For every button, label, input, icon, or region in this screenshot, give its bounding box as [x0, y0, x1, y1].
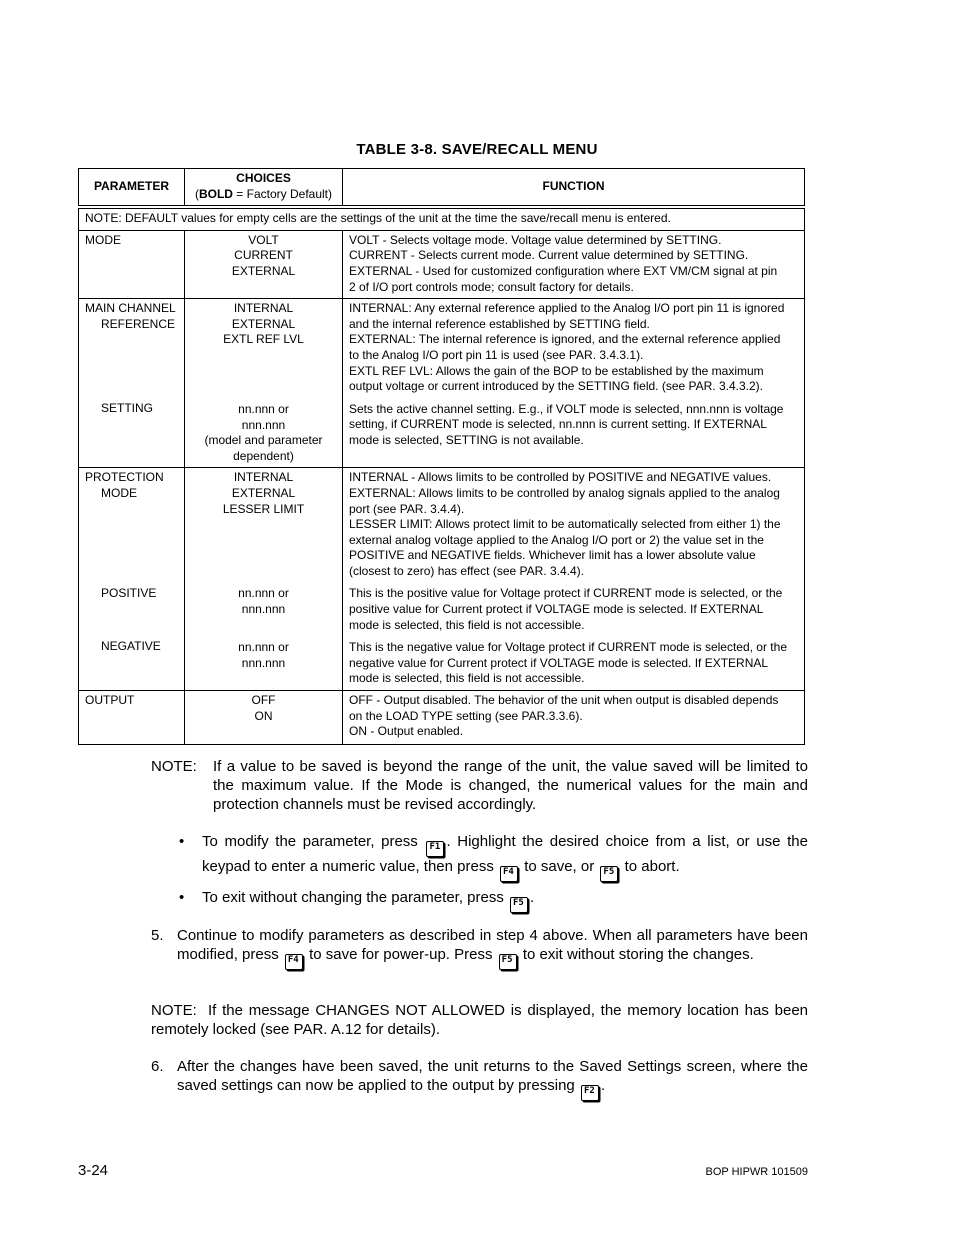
table-row-output	[79, 691, 805, 745]
note1-label: NOTE:	[151, 758, 197, 775]
bullet1-text: To modify the parameter, press F1 . Highlight the desired choice from a list, or use the keypad to enter a numeric value, then press F4 to save, or F5 to abort.	[202, 832, 808, 882]
step5-text: Continue to modify parameters as described in step 4 above. When all parameters have been modified, press F4 to save for power-up. Press F5 to exit without storing the changes.	[177, 926, 808, 970]
step6-number: 6.	[151, 1058, 164, 1075]
choices-main-channel: INTERNAL EXTERNAL EXTL REF LVL nn.nnn or nnn.nnn (model and parameter dependent)	[185, 299, 343, 468]
step6-text: After the changes have been saved, the unit returns to the Saved Settings screen, where the saved settings can now be applied to the output by pressing F2 .	[177, 1057, 808, 1101]
function-protection: INTERNAL - Allows limits to be controlled by POSITIVE and NEGATIVE values. EXTERNAL: Allows limits to be controlled by analog signals applied to the analog port (see PAR. 3.4.4). LESSER LIMIT: Allows protect limit to be automatically selected from either 1) the external analog voltage applied to the Analog I/O port or 2) the value set in the POSITIVE and NEGATIVE fields. Whichever limit has a lower absolute value (closest to zero) has effect (see PAR. 3.4.4). This is the positive value for Voltage protect if CURRENT mode is selected, or the positive value for Current protect if VOLTAGE mode is selected. If EXTERNAL mode is selected, this field is not accessible. This is the negative value for Voltage protect if CURRENT mode is selected, or the negative value for Current protect if VOLTAGE mode is selected. If EXTERNAL mode is selected, this field is not accessible.	[343, 468, 805, 691]
choices-positive-0: nn.nnn or	[238, 586, 289, 601]
table-note-row	[79, 209, 805, 231]
function-negative: This is the negative value for Voltage protect if CURRENT mode is selected, or the	[349, 640, 787, 655]
table-header-row	[79, 169, 805, 206]
choices-mode: VOLT CURRENT EXTERNAL	[185, 230, 343, 298]
table-title: TABLE 3-8. SAVE/RECALL MENU	[356, 141, 598, 158]
f5-key-icon: F5	[499, 954, 517, 970]
param-setting: SETTING	[101, 401, 154, 416]
param-protection: PROTECTION MODE POSITIVE NEGATIVE	[79, 468, 185, 691]
function-positive: This is the positive value for Voltage protect if CURRENT mode is selected, or the	[349, 586, 783, 601]
table-row-main-channel	[79, 299, 805, 468]
note1-text: If a value to be saved is beyond the range of the unit, the value saved will be limited to the maximum value. If the Mode is changed, the numerical values for the main and protection channels must be revised accordingly.	[213, 758, 808, 813]
note2-label: NOTE:	[151, 1002, 197, 1019]
param-negative: NEGATIVE	[101, 639, 161, 654]
choices-setting-0: nn.nnn or	[238, 401, 289, 416]
table-row-mode	[79, 230, 805, 298]
param-positive: POSITIVE	[101, 585, 157, 600]
page-number: 3-24	[78, 1162, 109, 1179]
header-choices	[185, 169, 343, 206]
header-choices-sub: (BOLD = Factory Default)	[194, 186, 333, 201]
step5-number: 5.	[151, 927, 164, 944]
param-main-channel: MAIN CHANNEL REFERENCE SETTING	[79, 299, 185, 468]
bullet1-glyph: •	[179, 833, 185, 850]
f4-key-icon: F4	[500, 866, 518, 882]
header-choices-label: CHOICES	[236, 171, 291, 185]
bullet2-text: To exit without changing the parameter, press F5 .	[202, 888, 808, 913]
function-setting: Sets the active channel setting. E.g., if VOLT mode is selected, nnn.nnn is voltage	[349, 401, 784, 416]
function-mode: VOLT - Selects voltage mode. Voltage value determined by SETTING. CURRENT - Selects current mode. Current value determined by SETTING. EXTERNAL - Used for customized configuration where EXT VM/CM signal at pin 2 of I/O port controls mode; consult factory for details.	[343, 230, 805, 298]
choices-negative-0: nn.nnn or	[238, 640, 289, 655]
f5-key-icon: F5	[600, 866, 618, 882]
note2-text: If the message CHANGES NOT ALLOWED is displayed, the memory location has been remotely locked (see PAR. A.12 for details).	[151, 1002, 808, 1038]
document-id: BOP HIPWR 101509	[705, 1166, 808, 1178]
header-function: FUNCTION	[343, 169, 805, 206]
f4-key-icon: F4	[285, 954, 303, 970]
table-row-protection	[79, 468, 805, 691]
table-note: NOTE: DEFAULT values for empty cells are the settings of the unit at the time the save/recall menu is entered.	[79, 209, 805, 231]
f5-key-icon: F5	[510, 897, 528, 913]
choices-output: OFF ON	[185, 691, 343, 745]
function-output: OFF - Output disabled. The behavior of the unit when output is disabled depends on the LOAD TYPE setting (see PAR.3.3.6). ON - Output enabled.	[343, 691, 805, 745]
f2-key-icon: F2	[581, 1085, 599, 1101]
save-recall-table	[78, 168, 805, 745]
function-main-channel: INTERNAL: Any external reference applied to the Analog I/O port pin 11 is ignored and the internal reference established by SETTING field. EXTERNAL: The internal reference is ignored, and the external reference applied to the Analog I/O port pin 11 is used (see PAR. 3.4.3.1). EXTL REF LVL: Allows the gain of the BOP to be established by the maximum output voltage or current introduced by the SETTING field. (see PAR. 3.4.3.2). Sets the active channel setting. E.g., if VOLT mode is selected, nnn.nnn is voltage setting, if CURRENT mode is selected, nn.nnn is current setting. If EXTERNAL mode is selected, SETTING is not available.	[343, 299, 805, 468]
param-mode: MODE	[79, 230, 185, 298]
param-output: OUTPUT	[79, 691, 185, 745]
bullet2-glyph: •	[179, 889, 185, 906]
f1-key-icon: F1	[426, 841, 444, 857]
header-parameter: PARAMETER	[79, 169, 185, 206]
note2-block	[151, 1001, 808, 1039]
choices-protection: INTERNAL EXTERNAL LESSER LIMIT nn.nnn or nnn.nnn nn.nnn or nnn.nnn	[185, 468, 343, 691]
